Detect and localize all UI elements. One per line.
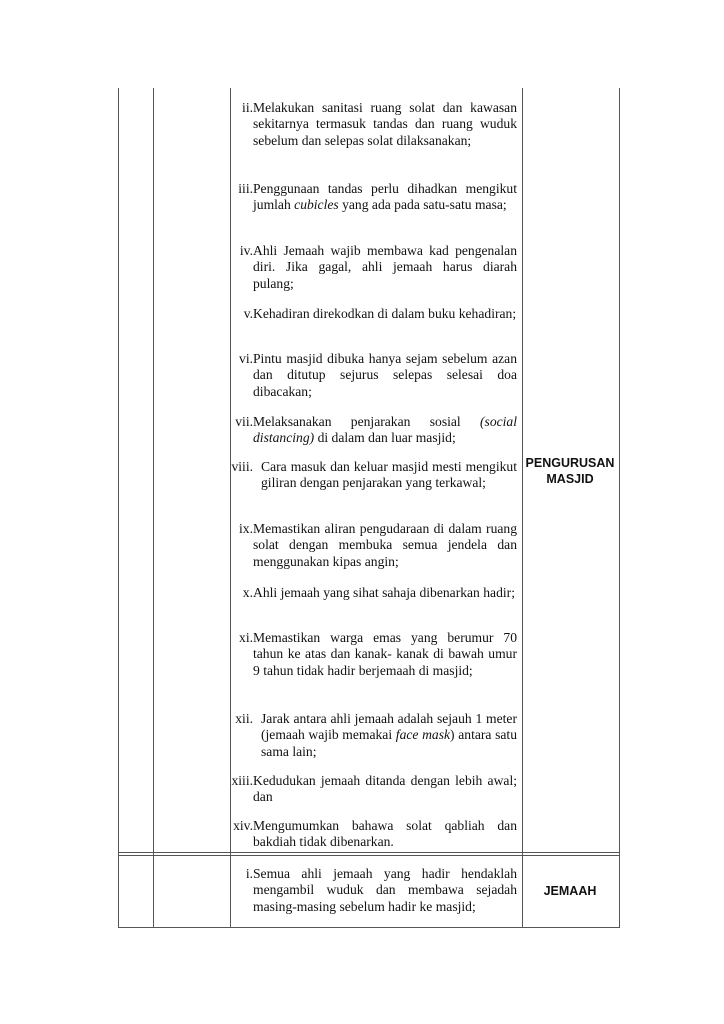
item-text: Ahli jemaah yang sihat sahaja dibenarkan hadir; (253, 585, 515, 600)
row-separator-inner (118, 855, 620, 856)
table-border-right (619, 88, 620, 928)
table-border-left (118, 88, 119, 928)
responsible-line: MASJID (546, 472, 594, 486)
responsible-line: JEMAAH (543, 884, 597, 898)
item-number: xi. (239, 630, 253, 645)
item-text: Penggunaan tandas perlu dihadkan mengikut jumlah cubicles yang ada pada satu-satu masa; (253, 181, 517, 213)
item-text: Kehadiran direkodkan di dalam buku kehadiran; (253, 306, 517, 321)
item-number: xiii. (231, 773, 253, 788)
item-text: Memastikan aliran pengudaraan di dalam ruang solat dengan membuka semua jendela dan menggunakan kipas angin; (253, 521, 517, 569)
item-number: viii. (231, 459, 253, 474)
table-divider-1 (153, 88, 154, 928)
item-number: xii. (235, 711, 253, 726)
item-number: ix. (239, 521, 253, 536)
item-number: xiv. (233, 818, 253, 833)
row-separator (118, 852, 620, 853)
responsible-party (522, 455, 618, 487)
item-number: ii. (242, 100, 253, 115)
responsible-party (522, 883, 618, 899)
item-number: iv. (239, 243, 253, 258)
item-number: i. (245, 866, 253, 881)
item-text: Semua ahli jemaah yang hadir hendaklah mengambil wuduk dan membawa sejadah masing-masing sebelum hadir ke masjid; (253, 866, 517, 914)
responsible-line: PENGURUSAN (525, 456, 615, 470)
item-number: iii. (238, 181, 253, 196)
item-number: x. (242, 585, 253, 600)
item-number: vi. (239, 351, 253, 366)
item-text: Cara masuk dan keluar masjid mesti mengikut giliran dengan penjarakan yang terkawal; (261, 459, 517, 491)
item-text: Kedudukan jemaah ditanda dengan lebih awal; dan (253, 773, 517, 805)
table-border-bottom (118, 927, 620, 928)
item-text: Mengumumkan bahawa solat qabliah dan bakdiah tidak dibenarkan. (253, 818, 517, 850)
item-text: Pintu masjid dibuka hanya sejam sebelum azan dan ditutup sejurus selepas selesai doa dibacakan; (253, 351, 517, 399)
item-text: Melaksanakan penjarakan sosial (social distancing) di dalam dan luar masjid; (253, 414, 517, 446)
item-number: vii. (235, 414, 253, 429)
table-divider-2 (230, 88, 231, 928)
table-divider-3 (522, 88, 523, 928)
item-number: v. (243, 306, 253, 321)
item-text: Ahli Jemaah wajib membawa kad pengenalan diri. Jika gagal, ahli jemaah harus diarah pulang; (253, 243, 517, 291)
item-text: Jarak antara ahli jemaah adalah sejauh 1 meter (jemaah wajib memakai face mask) antara satu sama lain; (261, 711, 517, 759)
item-text: Melakukan sanitasi ruang solat dan kawasan sekitarnya termasuk tandas dan ruang wuduk sebelum dan selepas solat dilaksanakan; (253, 100, 517, 148)
item-text: Memastikan warga emas yang berumur 70 tahun ke atas dan kanak- kanak di bawah umur 9 tahun tidak hadir berjemaah di masjid; (253, 630, 517, 678)
